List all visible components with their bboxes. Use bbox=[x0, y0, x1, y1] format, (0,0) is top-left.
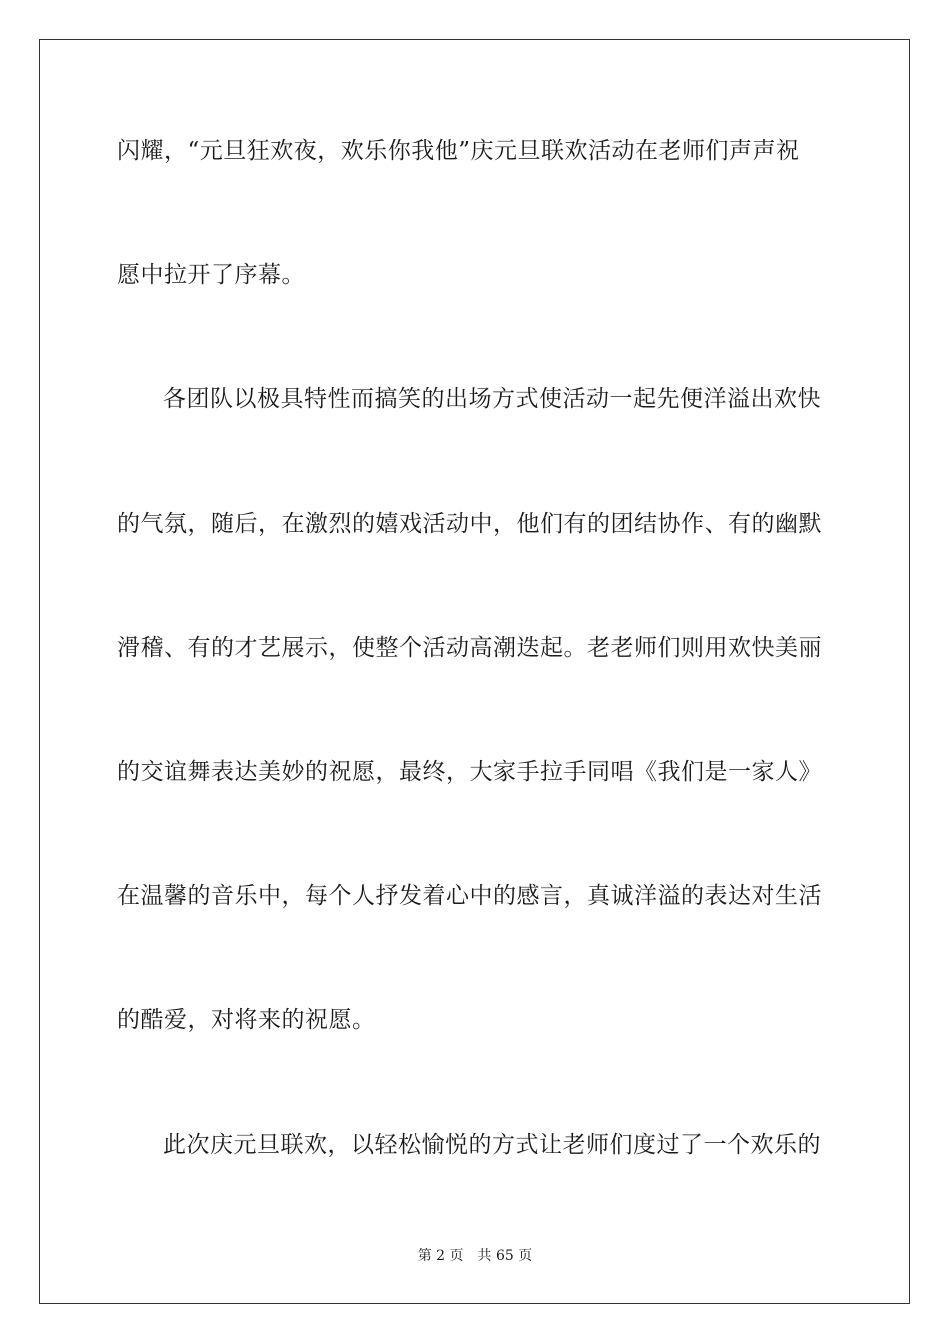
page-total: 共 65 页 bbox=[477, 1248, 533, 1264]
text-line: 各团队以极具特性而搞笑的出场方式使活动一起先便洋溢出欢快 bbox=[163, 386, 821, 412]
text-line: 在温馨的音乐中，每个人抒发着心中的感言，真诚洋溢的表达对生活 bbox=[117, 883, 822, 909]
page-footer bbox=[0, 1247, 950, 1265]
text-line: 此次庆元旦联欢，以轻松愉悦的方式让老师们度过了一个欢乐的 bbox=[163, 1132, 821, 1158]
text-line: 的交谊舞表达美妙的祝愿，最终，大家手拉手同唱《我们是一家人》 bbox=[117, 759, 822, 785]
text-line: 闪耀，“元旦狂欢夜，欢乐你我他”庆元旦联欢活动在老师们声声祝 bbox=[117, 138, 800, 164]
text-line: 的气氛，随后，在激烈的嬉戏活动中，他们有的团结协作、有的幽默 bbox=[117, 511, 822, 537]
page-number: 第 2 页 bbox=[417, 1248, 464, 1264]
text-line: 的酷爱，对将来的祝愿。 bbox=[117, 1007, 376, 1033]
text-line: 滑稽、有的才艺展示，使整个活动高潮迭起。老老师们则用欢快美丽 bbox=[117, 635, 822, 661]
page-border bbox=[39, 39, 910, 1304]
text-line: 愿中拉开了序幕。 bbox=[117, 262, 305, 288]
